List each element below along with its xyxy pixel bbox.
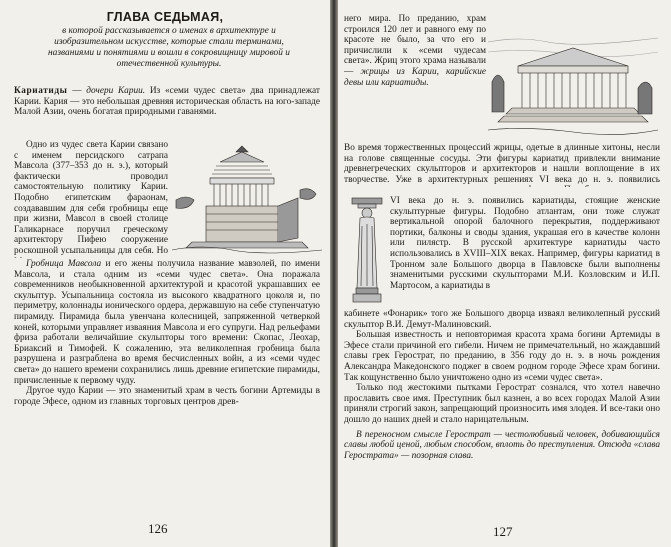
chapter-subtitle: в которой рассказывается о именах в архитектуре и изобразительном искусстве, которые стали терминами, названиями и понятиями и вошли в сокровищницу мировой и отечественной культуры. <box>48 26 290 69</box>
paragraph-text: Из «семи чудес света» два принадлежат Карии. Кария — это небольшая древняя историческая область на юго-западе Малой Азии, очень богатая природными гаванями. <box>14 86 320 118</box>
herostratus-paragraph: Большая известность и неповторимая красота храма богини Артемиды в Эфесе стали причиной его гибели. Ничем не примечательный, но жаждавший славы грек Герострат, по преданию, в 356 году до н. э. в ночь рождения Александра Македонского поджег в своем родном городе Эфесе храм богини. Так кощунственно было уничтожено одно из «семи чудес света». <box>344 330 660 383</box>
right-page <box>338 0 671 547</box>
left-column-wide <box>14 259 320 407</box>
left-page <box>0 0 330 547</box>
term-definition: дочери Карии. <box>86 86 146 96</box>
term-tomb: Гробница Мавсола <box>26 259 102 269</box>
term-caryatids: Кариатиды <box>14 86 68 96</box>
page-number-right: 127 <box>493 524 513 539</box>
priestesses-italic: жрицы из Карии, карийские девы или кариатиды. <box>344 66 486 88</box>
book-gutter <box>330 0 338 547</box>
temple-illustration <box>488 22 658 140</box>
artemis-paragraph: Другое чудо Карии — это знаменитый храм в честь богини Артемиды в городе Эфесе, одном из главных торговых центров древ- <box>14 386 320 407</box>
continuation-line: кабинете «Фонарик» того же Большого дворца изваял великолепный русский скульптор В.И. Демут-Малиновский. <box>344 309 660 330</box>
caryatids-paragraph: Кариатиды — дочери Карии. Из «семи чудес света» два принадлежат Карии. Кария — это небольшая древняя историческая область на юго-западе Малой Азии, очень богатая природными гаванями. <box>14 86 320 118</box>
temple-paragraph: него мира. По преданию, храм строился 120 лет и равного ему по красоте не было, за что его и причислили к «семи чудесам света». Жриц этого храма называли — жрицы из Карии, карийские девы или кариатиды. <box>344 14 486 88</box>
russian-caryatids-paragraph: VI века до н. э. появились кариатиды, стоящие женские скульптурные фигуры. Подобно атлантам, они тоже служат вертикальной опорой балочного перекрытия, поддерживают портики, балконы и своды здания, украшая его в качестве колонн или пилястр. В русской архитектуре кариатиды часто использовались в XVIII–XIX веках. Например, фигуры кариатид в Тронном зале Большого дворца в Павловске были выполнены знаменитыми русскими скульпторами М.И. Козловским и И.П. Мартосом, а кариатиды в <box>390 196 660 291</box>
chapter-title: ГЛАВА СЕДЬМАЯ, <box>106 10 224 24</box>
caryatid-illustration <box>348 196 386 306</box>
caryatids-architecture-paragraph: Во время торжественных процессий жрицы, одетые в длинные хитоны, несли на голове священные сосуды. Эти фигуры кариатид привлекли внимание древнегреческих скульпторов и архитекторов и нашли воплощение в их творчестве. Уже в архитектурных решениях VI века до н. э. появились <box>344 143 660 185</box>
right-column-bottom <box>344 309 660 461</box>
right-column-mid <box>344 143 660 187</box>
mausoleum-illustration <box>172 140 322 258</box>
mausolus-paragraph: Одно из чудес света Карии связано с именем персидского сатрапа Мавсола (377–353 до н. э.), который фактически проводил самостоятельную политику Карии. Подобно египетским фараонам, создававшим для себя гробницы еще при жизни, Мавсол в своей столице Галикарнасе поручил греческому архитектору Пифею сооружение роскошной усыпальницы для себя. Но <box>14 140 168 256</box>
figurative-paragraph: В переносном смысле Герострат — честолюбивый человек, добивающийся славы любой ценой, любым способом, вплоть до преступления. Отсюда «слава Герострата» — позорная слава. <box>344 429 660 461</box>
right-column-top-narrow <box>344 14 486 142</box>
left-column-narrow <box>14 140 168 258</box>
left-intro <box>14 86 320 118</box>
tomb-paragraph: Гробница Мавсола и его жены получила название мавзолей, по имени Мавсола, и стала одним из «семи чудес света». Она поражала современников необыкновенной архитектурой и красотой украшавших ее скульптур. Усыпальница состояла из высокого квадратного цоколя и, по периметру, колоннады ионического ордера, державшую на себе ступенчатую пирамиду. Пирамида была увенчана колесницей, запряженной четверкой коней, которыми управляет изваяния Мавсола и его супруги. Над рельефами фриза работали величайшие скульпторы того времени: Скопас, Леохар, Бриаксий и Тимофей. К сожалению, эта великолепная гробница была разрушена и разграблена во время бесчисленных войн, а из «семи чудес света» до нашего времени сохранились лишь древние египетские пирамиды, причисленные к первому чуду. <box>14 259 320 386</box>
page-number-left: 126 <box>148 521 168 536</box>
punishment-paragraph: Только под жестокими пытками Герострат сознался, что хотел навечно прославить свое имя. Преступник был казнен, а во всех городах Малой Азии приняли строгий закон, запрещающий произносить имя злодея. И все-таки оно дошло до наших дней и стало нарицательным. <box>344 383 660 425</box>
right-column-narrow <box>390 196 660 308</box>
